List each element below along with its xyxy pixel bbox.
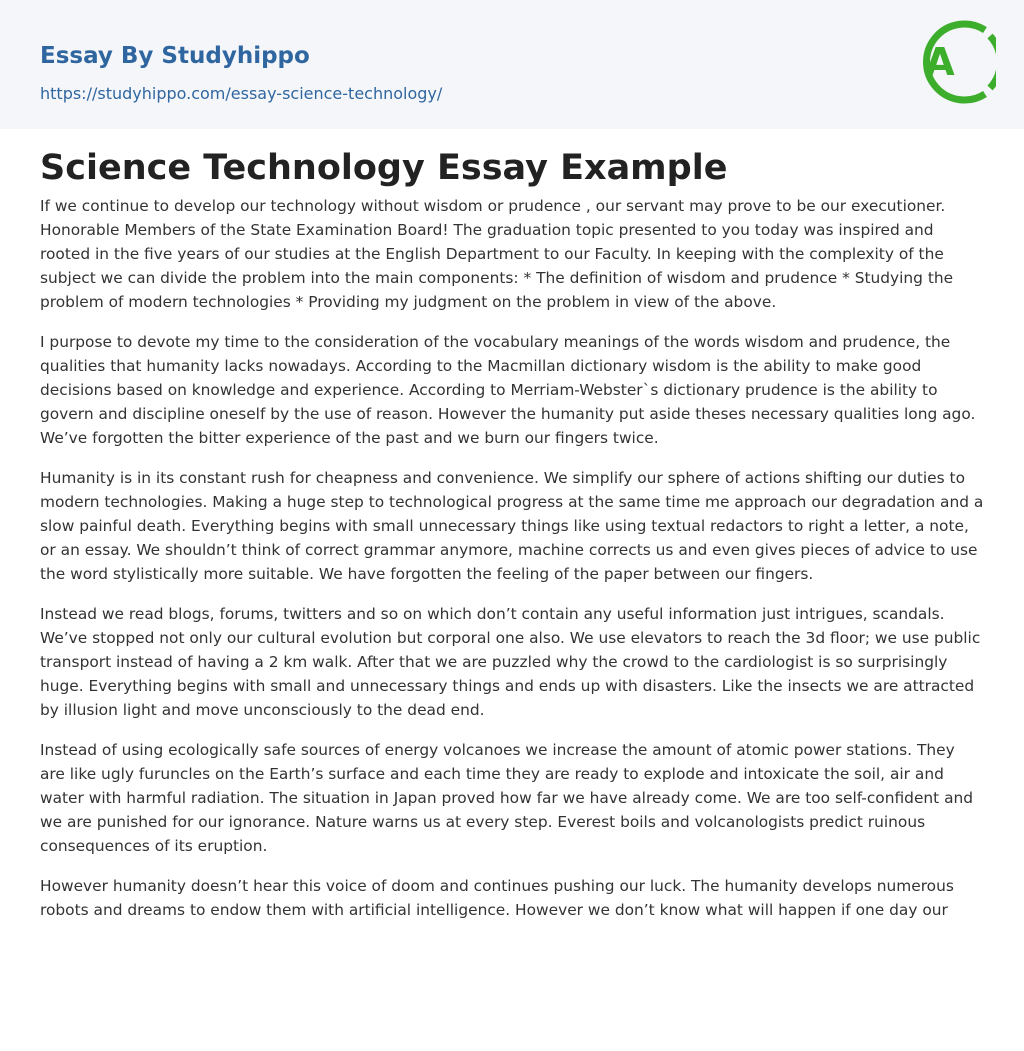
source-url-link[interactable]: https://studyhippo.com/essay-science-technology/ [40, 84, 443, 103]
essay-paragraph: However humanity doesn’t hear this voice of doom and continues pushing our luck. The humanity develops numerous robots and dreams to endow them with artificial intelligence. However we don’t know what will happen if one day our [40, 877, 954, 919]
essay-paragraph: If we continue to develop our technology without wisdom or prudence , our servant may prove to be our executioner. Honorable Members of the State Examination Board! The graduation topic presented to you today was inspired and rooted in the five years of our studies at the English Department to our Faculty. In keeping with the complexity of the subject we can divide the problem into the main components: * The definition of wisdom and prudence * Studying the problem of modern technologies * Providing my judgment on the problem in view of the above. [40, 197, 954, 311]
essay-paragraph: Instead of using ecologically safe sources of energy volcanoes we increase the amount of atomic power stations. They are like ugly furuncles on the Earth’s surface and each time they are ready to explode and intoxicate the soil, air and water with harmful radiation. The situation in Japan proved how far we have already come. We are too self-confident and we are punished for our ignorance. Nature warns us at every step. Everest boils and volcanologists predict ruinous consequences of its eruption. [40, 741, 974, 855]
site-header [0, 0, 1024, 129]
page-title: Science Technology Essay Example [40, 148, 728, 188]
essay-paragraph: I purpose to devote my time to the consideration of the vocabulary meanings of the words wisdom and prudence, the qualities that humanity lacks nowadays. According to the Macmillan dictionary wisdom is the ability to make good decisions based on knowledge and experience. According to Merriam-Webster`s dictionary prudence is the ability to govern and discipline oneself by the use of reason. However the humanity put aside theses necessary qualities long ago. We’ve forgotten the bitter experience of the past and we burn our fingers twice. [40, 333, 976, 447]
brand-title[interactable]: Essay By Studyhippo [40, 43, 310, 69]
essay-paragraph: Instead we read blogs, forums, twitters and so on which don’t contain any useful information just intrigues, scandals. We’ve stopped not only our cultural evolution but corporal one also. We use elevators to reach the 3d floor; we use public transport instead of having a 2 km walk. After that we are puzzled why the crowd to the cardiologist is so surprisingly huge. Everything begins with small and unnecessary things and ends up with disasters. Like the insects we are attracted by illusion light and move unconsciously to the dead end. [40, 605, 981, 719]
studyhippo-a-logo-icon[interactable] [906, 14, 996, 110]
essay-paragraph: Humanity is in its constant rush for cheapness and convenience. We simplify our sphere of actions shifting our duties to modern technologies. Making a huge step to technological progress at the same time me approach our degradation and a slow painful death. Everything begins with small unnecessary things like using textual redactors to right a letter, a note, or an essay. We shouldn’t think of correct grammar anymore, machine corrects us and even gives pieces of advice to use the word stylistically more suitable. We have forgotten the feeling of the paper between our fingers. [40, 469, 984, 583]
logo-letter: A [925, 40, 955, 84]
essay-body [40, 194, 984, 1044]
